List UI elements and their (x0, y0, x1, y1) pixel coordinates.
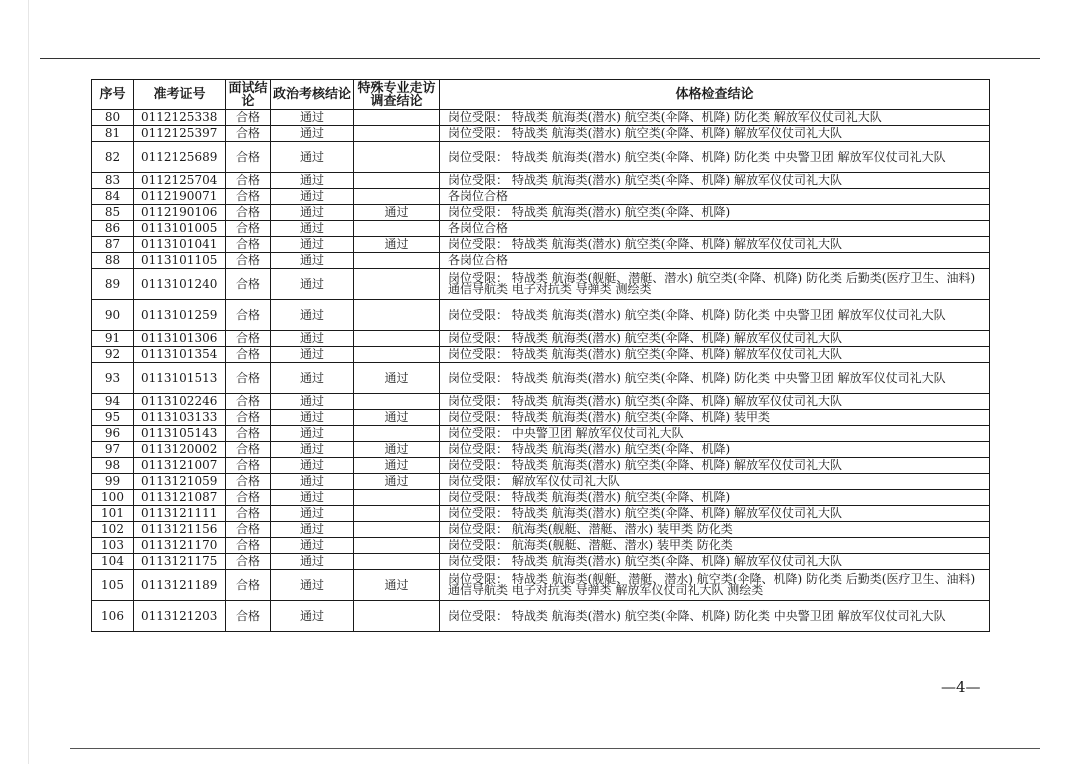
header-interview: 面试结论 (226, 80, 271, 110)
cell-interview: 合格 (226, 253, 271, 269)
cell-political: 通过 (271, 205, 354, 221)
cell-seq: 96 (92, 426, 134, 442)
cell-seq: 100 (92, 490, 134, 506)
table-row (92, 300, 990, 331)
table-row (92, 205, 990, 221)
cell-special-visit: 通过 (354, 458, 440, 474)
cell-physical: 岗位受限： 特战类 航海类(潜水) 航空类(伞降、机降) 防化类 解放军仪仗司礼大队 (440, 110, 990, 126)
table-row (92, 110, 990, 126)
cell-exam-id: 0112125704 (134, 173, 226, 189)
cell-special-visit (354, 253, 440, 269)
cell-physical: 岗位受限： 特战类 航海类(潜水) 航空类(伞降、机降) 解放军仪仗司礼大队 (440, 394, 990, 410)
table-row (92, 237, 990, 253)
cell-physical: 各岗位合格 (440, 189, 990, 205)
cell-seq: 83 (92, 173, 134, 189)
cell-special-visit (354, 538, 440, 554)
header-physical: 体格检查结论 (440, 80, 990, 110)
table-row (92, 490, 990, 506)
cell-exam-id: 0112190071 (134, 189, 226, 205)
cell-political: 通过 (271, 490, 354, 506)
cell-special-visit (354, 142, 440, 173)
header-political: 政治考核结论 (271, 80, 354, 110)
cell-seq: 95 (92, 410, 134, 426)
header-special-visit: 特殊专业走访调查结论 (354, 80, 440, 110)
cell-exam-id: 0113121111 (134, 506, 226, 522)
table-row (92, 442, 990, 458)
cell-physical: 岗位受限： 中央警卫团 解放军仪仗司礼大队 (440, 426, 990, 442)
cell-exam-id: 0113101240 (134, 269, 226, 300)
table-row (92, 347, 990, 363)
table-row (92, 142, 990, 173)
cell-special-visit (354, 269, 440, 300)
cell-political: 通过 (271, 347, 354, 363)
table-row (92, 570, 990, 601)
cell-exam-id: 0113121189 (134, 570, 226, 601)
cell-physical: 岗位受限： 特战类 航海类(潜水) 航空类(伞降、机降) (440, 205, 990, 221)
cell-physical: 岗位受限： 特战类 航海类(潜水) 航空类(伞降、机降) (440, 490, 990, 506)
cell-political: 通过 (271, 363, 354, 394)
cell-physical: 岗位受限： 特战类 航海类(潜水) 航空类(伞降、机降) 防化类 中央警卫团 解放军仪仗司礼大队 (440, 363, 990, 394)
cell-political: 通过 (271, 269, 354, 300)
cell-seq: 87 (92, 237, 134, 253)
cell-political: 通过 (271, 458, 354, 474)
cell-political: 通过 (271, 394, 354, 410)
cell-interview: 合格 (226, 522, 271, 538)
cell-special-visit (354, 110, 440, 126)
results-table (91, 79, 990, 632)
cell-political: 通过 (271, 300, 354, 331)
cell-interview: 合格 (226, 570, 271, 601)
cell-seq: 106 (92, 601, 134, 632)
cell-physical: 岗位受限： 特战类 航海类(潜水) 航空类(伞降、机降) 解放军仪仗司礼大队 (440, 237, 990, 253)
cell-physical: 岗位受限： 特战类 航海类(潜水) 航空类(伞降、机降) 解放军仪仗司礼大队 (440, 458, 990, 474)
cell-interview: 合格 (226, 347, 271, 363)
cell-special-visit (354, 601, 440, 632)
cell-special-visit (354, 126, 440, 142)
cell-political: 通过 (271, 221, 354, 237)
table-row (92, 394, 990, 410)
cell-political: 通过 (271, 554, 354, 570)
cell-seq: 89 (92, 269, 134, 300)
cell-physical: 岗位受限： 特战类 航海类(潜水) 航空类(伞降、机降) 装甲类 (440, 410, 990, 426)
cell-exam-id: 0113101306 (134, 331, 226, 347)
cell-seq: 80 (92, 110, 134, 126)
cell-interview: 合格 (226, 205, 271, 221)
cell-interview: 合格 (226, 237, 271, 253)
table-row (92, 474, 990, 490)
cell-exam-id: 0113103133 (134, 410, 226, 426)
cell-political: 通过 (271, 474, 354, 490)
bottom-rule (70, 748, 1040, 749)
cell-seq: 105 (92, 570, 134, 601)
cell-political: 通过 (271, 426, 354, 442)
cell-special-visit: 通过 (354, 570, 440, 601)
cell-special-visit: 通过 (354, 410, 440, 426)
cell-seq: 82 (92, 142, 134, 173)
table-row (92, 253, 990, 269)
cell-interview: 合格 (226, 490, 271, 506)
cell-political: 通过 (271, 410, 354, 426)
cell-special-visit (354, 300, 440, 331)
cell-seq: 81 (92, 126, 134, 142)
cell-political: 通过 (271, 570, 354, 601)
cell-seq: 97 (92, 442, 134, 458)
cell-seq: 103 (92, 538, 134, 554)
cell-physical: 岗位受限： 特战类 航海类(潜水) 航空类(伞降、机降) 解放军仪仗司礼大队 (440, 347, 990, 363)
cell-special-visit (354, 331, 440, 347)
table-row (92, 506, 990, 522)
cell-interview: 合格 (226, 110, 271, 126)
cell-physical: 岗位受限： 特战类 航海类(潜水) 航空类(伞降、机降) (440, 442, 990, 458)
cell-physical: 岗位受限： 解放军仪仗司礼大队 (440, 474, 990, 490)
cell-exam-id: 0113101005 (134, 221, 226, 237)
cell-interview: 合格 (226, 442, 271, 458)
cell-exam-id: 0113121007 (134, 458, 226, 474)
cell-special-visit (354, 347, 440, 363)
cell-seq: 101 (92, 506, 134, 522)
cell-exam-id: 0112190106 (134, 205, 226, 221)
cell-seq: 94 (92, 394, 134, 410)
cell-political: 通过 (271, 253, 354, 269)
cell-interview: 合格 (226, 363, 271, 394)
table-row (92, 554, 990, 570)
cell-seq: 91 (92, 331, 134, 347)
cell-physical: 岗位受限： 特战类 航海类(潜水) 航空类(伞降、机降) 解放军仪仗司礼大队 (440, 554, 990, 570)
header-row (92, 80, 990, 110)
cell-physical: 岗位受限： 特战类 航海类(潜水) 航空类(伞降、机降) 解放军仪仗司礼大队 (440, 331, 990, 347)
cell-exam-id: 0113102246 (134, 394, 226, 410)
cell-political: 通过 (271, 601, 354, 632)
cell-special-visit (354, 506, 440, 522)
cell-special-visit (354, 426, 440, 442)
table-row (92, 221, 990, 237)
cell-political: 通过 (271, 142, 354, 173)
cell-interview: 合格 (226, 506, 271, 522)
cell-exam-id: 0113121156 (134, 522, 226, 538)
cell-exam-id: 0112125397 (134, 126, 226, 142)
cell-seq: 104 (92, 554, 134, 570)
table-body (92, 110, 990, 632)
cell-exam-id: 0112125689 (134, 142, 226, 173)
cell-political: 通过 (271, 522, 354, 538)
table-row (92, 458, 990, 474)
table-row (92, 363, 990, 394)
cell-exam-id: 0113121203 (134, 601, 226, 632)
cell-exam-id: 0113121059 (134, 474, 226, 490)
table-row (92, 173, 990, 189)
cell-interview: 合格 (226, 426, 271, 442)
cell-special-visit (354, 189, 440, 205)
cell-special-visit: 通过 (354, 474, 440, 490)
cell-physical: 岗位受限： 特战类 航海类(潜水) 航空类(伞降、机降) 解放军仪仗司礼大队 (440, 126, 990, 142)
cell-physical: 岗位受限： 特战类 航海类(潜水) 航空类(伞降、机降) 防化类 中央警卫团 解放军仪仗司礼大队 (440, 300, 990, 331)
cell-special-visit (354, 490, 440, 506)
page-edge (28, 0, 29, 764)
cell-exam-id: 0113101259 (134, 300, 226, 331)
table-row (92, 410, 990, 426)
cell-physical: 岗位受限： 特战类 航海类(潜水) 航空类(伞降、机降) 解放军仪仗司礼大队 (440, 173, 990, 189)
cell-interview: 合格 (226, 300, 271, 331)
cell-physical: 岗位受限： 特战类 航海类(潜水) 航空类(伞降、机降) 防化类 中央警卫团 解放军仪仗司礼大队 (440, 142, 990, 173)
cell-interview: 合格 (226, 410, 271, 426)
cell-special-visit (354, 394, 440, 410)
cell-political: 通过 (271, 126, 354, 142)
cell-interview: 合格 (226, 601, 271, 632)
cell-exam-id: 0113101513 (134, 363, 226, 394)
header-seq: 序号 (92, 80, 134, 110)
cell-physical: 岗位受限： 特战类 航海类(潜水) 航空类(伞降、机降) 解放军仪仗司礼大队 (440, 506, 990, 522)
cell-seq: 99 (92, 474, 134, 490)
cell-physical: 各岗位合格 (440, 253, 990, 269)
cell-political: 通过 (271, 442, 354, 458)
cell-political: 通过 (271, 331, 354, 347)
cell-interview: 合格 (226, 554, 271, 570)
cell-political: 通过 (271, 189, 354, 205)
cell-seq: 88 (92, 253, 134, 269)
table-row (92, 426, 990, 442)
cell-special-visit: 通过 (354, 237, 440, 253)
cell-seq: 102 (92, 522, 134, 538)
header-exam-id: 准考证号 (134, 80, 226, 110)
cell-exam-id: 0113105143 (134, 426, 226, 442)
table-row (92, 269, 990, 300)
table-row (92, 538, 990, 554)
cell-exam-id: 0113101354 (134, 347, 226, 363)
cell-seq: 93 (92, 363, 134, 394)
cell-interview: 合格 (226, 173, 271, 189)
cell-political: 通过 (271, 110, 354, 126)
cell-physical: 岗位受限： 航海类(舰艇、潜艇、潜水) 装甲类 防化类 (440, 522, 990, 538)
cell-special-visit: 通过 (354, 205, 440, 221)
cell-seq: 84 (92, 189, 134, 205)
cell-exam-id: 0113101041 (134, 237, 226, 253)
cell-interview: 合格 (226, 331, 271, 347)
cell-special-visit (354, 173, 440, 189)
cell-interview: 合格 (226, 458, 271, 474)
cell-seq: 86 (92, 221, 134, 237)
top-rule (40, 58, 1040, 59)
table-row (92, 331, 990, 347)
cell-seq: 85 (92, 205, 134, 221)
cell-interview: 合格 (226, 538, 271, 554)
table-row (92, 522, 990, 538)
cell-special-visit (354, 522, 440, 538)
cell-interview: 合格 (226, 221, 271, 237)
cell-interview: 合格 (226, 394, 271, 410)
cell-seq: 98 (92, 458, 134, 474)
cell-physical: 岗位受限： 航海类(舰艇、潜艇、潜水) 装甲类 防化类 (440, 538, 990, 554)
cell-interview: 合格 (226, 142, 271, 173)
cell-special-visit (354, 221, 440, 237)
cell-physical: 岗位受限： 特战类 航海类(舰艇、潜艇、潜水) 航空类(伞降、机降) 防化类 后勤类(医疗卫生、油料) 通信导航类 电子对抗类 导弹类 解放军仪仗司礼大队 测绘类 (440, 570, 990, 601)
cell-exam-id: 0113101105 (134, 253, 226, 269)
page-number: —4— (941, 678, 981, 696)
cell-interview: 合格 (226, 269, 271, 300)
cell-interview: 合格 (226, 126, 271, 142)
table-row (92, 189, 990, 205)
table-row (92, 126, 990, 142)
cell-exam-id: 0113121175 (134, 554, 226, 570)
cell-seq: 90 (92, 300, 134, 331)
cell-interview: 合格 (226, 189, 271, 205)
cell-special-visit (354, 554, 440, 570)
cell-physical: 岗位受限： 特战类 航海类(潜水) 航空类(伞降、机降) 防化类 中央警卫团 解放军仪仗司礼大队 (440, 601, 990, 632)
table-row (92, 601, 990, 632)
cell-seq: 92 (92, 347, 134, 363)
cell-special-visit: 通过 (354, 442, 440, 458)
cell-special-visit: 通过 (354, 363, 440, 394)
cell-political: 通过 (271, 506, 354, 522)
cell-political: 通过 (271, 237, 354, 253)
cell-interview: 合格 (226, 474, 271, 490)
cell-political: 通过 (271, 538, 354, 554)
cell-physical: 各岗位合格 (440, 221, 990, 237)
cell-physical: 岗位受限： 特战类 航海类(舰艇、潜艇、潜水) 航空类(伞降、机降) 防化类 后勤类(医疗卫生、油料) 通信导航类 电子对抗类 导弹类 测绘类 (440, 269, 990, 300)
cell-exam-id: 0113121087 (134, 490, 226, 506)
cell-exam-id: 0112125338 (134, 110, 226, 126)
cell-exam-id: 0113120002 (134, 442, 226, 458)
cell-exam-id: 0113121170 (134, 538, 226, 554)
cell-political: 通过 (271, 173, 354, 189)
